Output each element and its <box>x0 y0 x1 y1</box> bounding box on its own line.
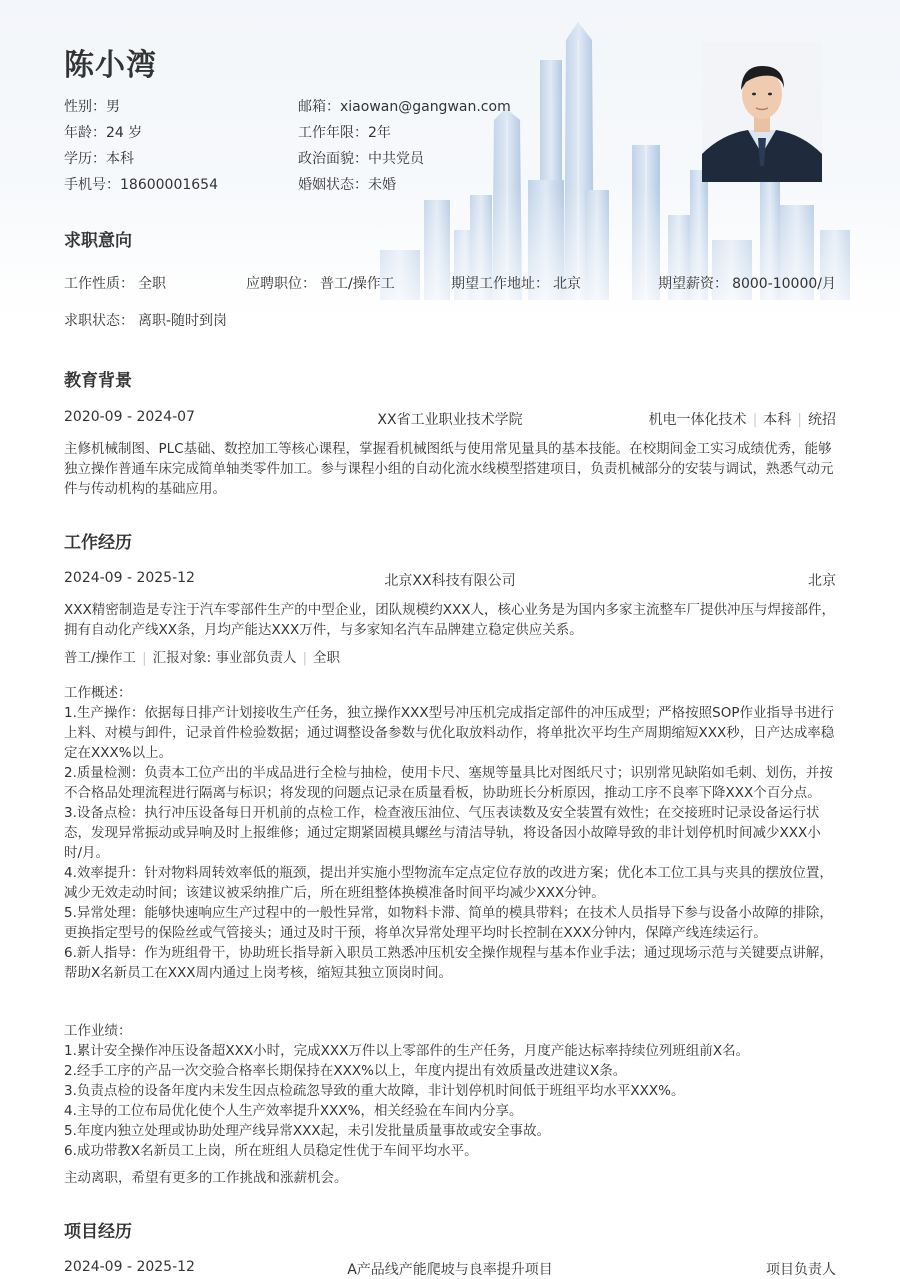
gender-value: 男 <box>106 99 120 115</box>
intent-status <box>64 310 227 330</box>
intent-salary-value: 8000-10000/月 <box>732 276 836 292</box>
intent-status-label: 求职状态： <box>64 313 134 329</box>
education-mode: 统招 <box>808 412 836 428</box>
work-tag-type: 全职 <box>313 650 341 666</box>
age-value: 24 岁 <box>106 125 143 141</box>
education-school: XX省工业职业技术学院 <box>377 412 523 428</box>
intent-city <box>451 273 581 293</box>
work-date: 2024-09 - 2025-12 <box>64 570 195 586</box>
phone-value[interactable]: 18600001654 <box>120 177 218 193</box>
work-achievements <box>64 1021 836 1161</box>
project-section-title: 项目经历 <box>64 1222 132 1242</box>
work-years-value: 2年 <box>368 125 391 141</box>
age-label: 年龄： <box>64 125 106 141</box>
political-value: 中共党员 <box>368 151 424 167</box>
work-section-title: 工作经历 <box>64 533 132 553</box>
phone-label: 手机号： <box>64 177 120 193</box>
work-years-label: 工作年限： <box>298 125 368 141</box>
project-role: 项目负责人 <box>766 1262 836 1278</box>
intent-salary <box>658 273 836 293</box>
profile-photo <box>702 42 822 182</box>
candidate-name: 陈小湾 <box>64 48 157 83</box>
achievement-item: 2.经手工序的产品一次交验合格率长期保持在XXX%以上，年度内提出有效质量改进建议X条。 <box>64 1063 627 1079</box>
education-degree: 本科 <box>763 412 792 428</box>
intent-city-label: 期望工作地址： <box>451 276 549 292</box>
gender-label: 性别： <box>64 99 106 115</box>
project-date: 2024-09 - 2025-12 <box>64 1259 195 1275</box>
education-level-label: 学历： <box>64 151 106 167</box>
work-tags <box>64 648 836 668</box>
intent-position-value: 普工/操作工 <box>320 276 395 292</box>
political-row <box>298 148 424 168</box>
work-tag-report: 汇报对象: 事业部负责人 <box>152 650 297 666</box>
intent-status-value: 离职-随时到岗 <box>138 313 228 329</box>
work-overview <box>64 683 836 983</box>
company-description: XXX精密制造是专注于汽车零部件生产的中型企业，团队规模约XXX人，核心业务是为国内多家主流整车厂提供冲压与焊接部件，拥有自动化产线XX条，月均产能达XXX万件，与多家知名汽车品牌建立稳定供应关系。 <box>64 602 835 638</box>
achievement-item: 5.年度内独立处理或协助处理产线异常XXX起，未引发批量质量事故或安全事故。 <box>64 1123 551 1139</box>
marital-value: 未婚 <box>368 177 396 193</box>
education-level-row <box>64 148 134 168</box>
marital-row <box>298 174 396 194</box>
education-major: 机电一体化技术 <box>648 412 747 428</box>
overview-item: 3.设备点检：执行冲压设备每日开机前的点检工作，检查液压油位、气压表读数及安全装置有效性；在交接班时记录设备运行状态，发现异常振动或异响及时上报维修；通过定期紧固模具螺丝与清洁导轨，将设备因小故障导致的非计划停机时间减少XXX小时/月。 <box>64 805 821 861</box>
work-city: 北京 <box>808 573 836 589</box>
political-label: 政治面貌： <box>298 151 368 167</box>
achievement-item: 4.主导的工位布局优化使个人生产效率提升XXX%，相关经验在车间内分享。 <box>64 1103 523 1119</box>
overview-item: 4.效率提升：针对物料周转效率低的瓶颈，提出并实施小型物流车定点定位存放的改进方案；优化本工位工具与夹具的摆放位置，减少无效走动时间；该建议被采纳推广后，所在班组整体换模准备时间平均减少XXX分钟。 <box>64 865 833 901</box>
intent-section-title: 求职意向 <box>64 231 132 251</box>
project-name: A产品线产能爬坡与良率提升项目 <box>347 1262 553 1278</box>
intent-type-label: 工作性质： <box>64 276 134 292</box>
overview-item: 6.新人指导：作为班组骨干，协助班长指导新入职员工熟悉冲压机安全操作规程与基本作业手法；通过现场示范与关键要点讲解，帮助X名新员工在XXX周内通过上岗考核，缩短其独立顶岗时间。 <box>64 945 833 981</box>
achievement-item: 1.累计安全操作冲压设备超XXX小时，完成XXX万件以上零部件的生产任务，月度产能达标率持续位列班组前X名。 <box>64 1043 750 1059</box>
achievement-item: 3.负责点检的设备年度内未发生因点检疏忽导致的重大故障，非计划停机时间低于班组平均水平XXX%。 <box>64 1083 685 1099</box>
divider: | <box>752 412 758 428</box>
overview-title: 工作概述： <box>64 685 132 701</box>
work-company: 北京XX科技有限公司 <box>384 573 516 589</box>
intent-position-label: 应聘职位： <box>246 276 316 292</box>
education-meta <box>649 409 836 429</box>
overview-item: 2.质量检测：负责本工位产出的半成品进行全检与抽检，使用卡尺、塞规等量具比对图纸尺寸；识别常见缺陷如毛刺、划伤，并按不合格品处理流程进行隔离与标识；将发现的问题点记录在质量看板，协助班长分析原因，推动工序不良率下降XXX个百分点。 <box>64 765 833 801</box>
divider: | <box>797 412 802 428</box>
education-level-value: 本科 <box>106 151 134 167</box>
intent-city-value: 北京 <box>553 276 581 292</box>
intent-salary-label: 期望薪资： <box>658 276 729 292</box>
phone-row <box>64 174 218 194</box>
achievements-title: 工作业绩： <box>64 1023 132 1039</box>
education-description: 主修机械制图、PLC基础、数控加工等核心课程，掌握看机械图纸与使用常见量具的基本技能。在校期间金工实习成绩优秀，能够独立操作普通车床完成简单轴类零件加工。参与课程小组的自动化流水线模型搭建项目，负责机械部分的安装与调试，熟悉气动元件与传动机构的基础应用。 <box>64 441 834 497</box>
overview-item: 5.异常处理：能够快速响应生产过程中的一般性异常，如物料卡滞、简单的模具带料；在技术人员指导下参与设备小故障的排除，更换指定型号的保险丝或气管接头；通过及时干预，将单次异常处理平均时长控制在XXX分钟内，保障产线连续运行。 <box>64 905 833 941</box>
intent-position <box>246 273 395 293</box>
education-section-title: 教育背景 <box>64 371 132 391</box>
marital-label: 婚姻状态： <box>298 177 368 193</box>
divider: | <box>142 650 147 666</box>
overview-item: 1.生产操作：依据每日排产计划接收生产任务，独立操作XXX型号冲压机完成指定部件的冲压成型；严格按照SOP作业指导书进行上料、对模与卸件，记录首件检验数据；通过调整设备参数与优化取放料动作，将单批次平均生产周期缩短XXX秒，日产达成率稳定在XXX%以上。 <box>64 705 835 761</box>
education-date: 2020-09 - 2024-07 <box>64 409 195 425</box>
email-value[interactable]: xiaowan@gangwan.com <box>340 99 511 115</box>
email-label: 邮箱： <box>298 99 340 115</box>
divider: | <box>302 650 308 666</box>
leave-reason: 主动离职，希望有更多的工作挑战和涨薪机会。 <box>64 1170 348 1186</box>
achievement-item: 6.成功带教X名新员工上岗，所在班组人员稳定性优于车间平均水平。 <box>64 1143 478 1159</box>
intent-type <box>64 273 166 293</box>
work-years-row <box>298 122 391 142</box>
age-row <box>64 122 142 142</box>
email-row <box>298 96 511 116</box>
intent-type-value: 全职 <box>138 276 166 292</box>
work-tag-position: 普工/操作工 <box>64 650 137 666</box>
gender-row <box>64 96 120 116</box>
